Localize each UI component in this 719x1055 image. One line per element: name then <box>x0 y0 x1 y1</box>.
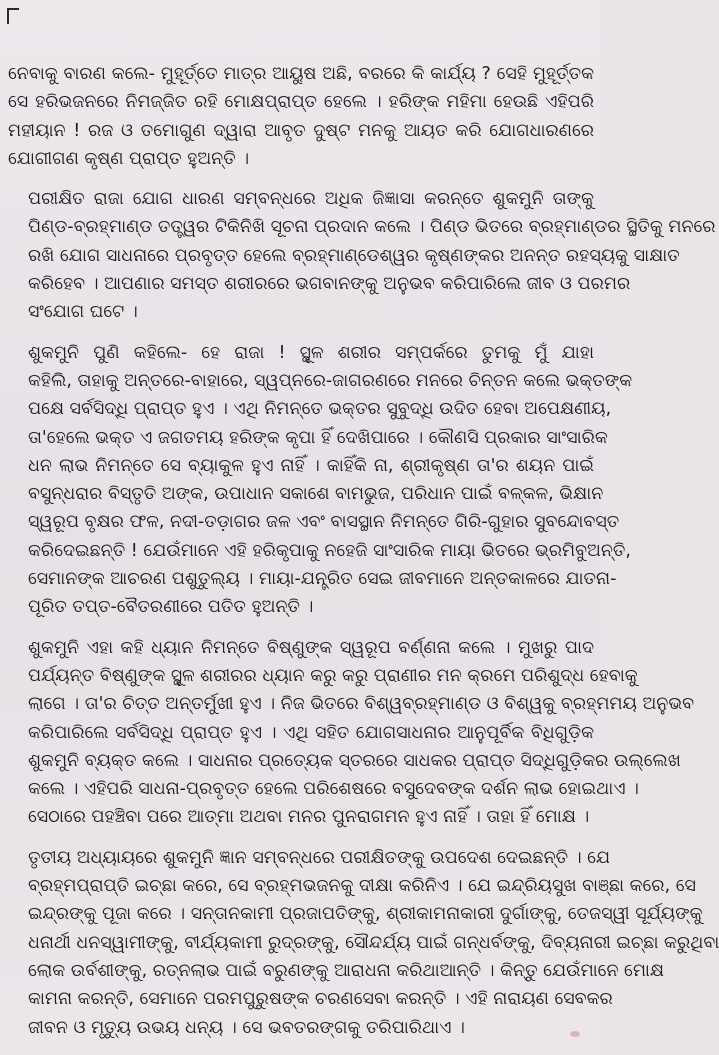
text-line: ଜୀବନ ଓ ମୃତ୍ୟୁ ଉଭୟ ଧନ୍ୟ । ସେ ଭବତରଙ୍ଗକୁ ତରିପାରିଥାଏ । <box>28 1017 465 1038</box>
text-line: ଇନ୍ଦ୍ରଙ୍କୁ ପୂଜା କରେ । ସନ୍ତାନକାମୀ ପ୍ରଜାପତିଙ୍କୁ, ଶ୍ରୀକାମନାକାରୀ ଦୁର୍ଗାଙ୍କୁ, ତେଜସ୍ୱୀ ସୂର୍ଯ୍ୟଙ୍କୁ <box>28 904 703 925</box>
paragraph <box>8 185 716 326</box>
text-line: କରିହେବ । ଆପଣାର ସମସ୍ତ ଶରୀରରେ ଭଗବାନଙ୍କୁ ଅନୁଭବ କରିପାରିଲେ ଜୀବ ଓ ପରମର <box>28 274 631 295</box>
text-line: ମହୀୟାନ ! ରଜ ଓ ତମୋଗୁଣ ଦ୍ୱାରା ଆବୃତ ଦୁଷ୍ଟ ମନକୁ ଆୟତ କରି ଯୋଗଧାରଣରେ <box>8 120 594 141</box>
text-line: ତୃତୀୟ ଅଧ୍ୟାୟରେ ଶୁକମୁନି ଜ୍ଞାନ ସମ୍ବନ୍ଧରେ ପରୀକ୍ଷିତଙ୍କୁ ଉପଦେଶ ଦେଇଛନ୍ତି । ଯେ <box>28 847 611 868</box>
corner-mark <box>7 8 19 24</box>
ink-stain <box>570 1031 580 1037</box>
text-line: ଯୋଗୀଗଣ କୃଷ୍ଣ ପ୍ରାପ୍ତ ହୁଅନ୍ତି । <box>8 148 250 169</box>
text-line: ଧନାର୍ଥୀ ଧନସ୍ୱାମୀଙ୍କୁ, ବୀର୍ଯ୍ୟକାମୀ ରୁଦ୍ରଙ୍କୁ, ସୌନ୍ଦର୍ଯ୍ୟ ପାଇଁ ଗନ୍ଧର୍ବଙ୍କୁ, ଦିବ୍ୟନାରୀ ଇଚ୍ଛା କରୁଥିବା <box>28 932 719 953</box>
text-line: ଶୁକମୁନି ଏହା କହି ଧ୍ୟାନ ନିମନ୍ତେ ବିଷ୍ଣୁଙ୍କ ସ୍ୱରୂପ ବର୍ଣ୍ଣନା କଲେ । ମୁଖରୁ ପାଦ <box>28 637 594 658</box>
paragraph <box>8 60 594 173</box>
paragraph <box>8 339 633 622</box>
text-line: ଧନ ଲାଭ ନିମନ୍ତେ ସେ ବ୍ୟାକୁଳ ହୁଏ ନାହିଁ । କାହିଁକି ନା, ଶ୍ରୀକୃଷ୍ଣ ତା'ର ଶୟନ ପାଇଁ <box>28 455 594 476</box>
text-line: ପକ୍ଷେ ସର୍ବସିଦ୍ଧି ପ୍ରାପ୍ତ ହୁଏ । ଏଥି ନିମନ୍ତେ ଭକ୍ତର ସୁବୁଦ୍ଧି ଉଦିତ ହେବା ଅପେକ୍ଷଣୀୟ, <box>28 399 612 420</box>
text-line: ପିଣ୍ଡ-ବ୍ରହ୍ମାଣ୍ଡ ତତ୍ତ୍ୱର ଟିକିନିଖି ସୂଚନା ପ୍ରଦାନ କଲେ । ପିଣ୍ଡ ଭିତରେ ବ୍ରହ୍ମାଣ୍ଡର ସ୍ଥିତିକୁ ମନରେ <box>28 217 716 238</box>
text-line: ଲୋକ ଉର୍ବଶୀଙ୍କୁ, ରତ୍ନଲାଭ ପାଇଁ ବରୁଣଙ୍କୁ ଆରାଧନା କରିଥାଆନ୍ତି । କିନ୍ତୁ ଯେଉଁମାନେ ମୋକ୍ଷ <box>28 960 665 981</box>
text-line: ଶୁକମୁନି ପୁଣି କହିଲେ- ହେ ରାଜା ! ସ୍ଥୂଳ ଶରୀର ସମ୍ପର୍କରେ ତୁମକୁ ମୁଁ ଯାହା <box>28 342 594 363</box>
text-line: କାମନା କରନ୍ତି, ସେମାନେ ପରମପୁରୁଷଙ୍କ ଚରଣସେବା କରନ୍ତି । ଏହି ନାରାୟଣ ସେବକର <box>28 989 613 1010</box>
text-line: ପରୀକ୍ଷିତ ରାଜା ଯୋଗ ଧାରଣ ସମ୍ବନ୍ଧରେ ଅଧିକ ଜିଜ୍ଞାସା କରନ୍ତେ ଶୁକମୁନି ତାଙ୍କୁ <box>28 189 594 210</box>
text-line: ନେବାକୁ ବାରଣ କଲେ- ମୁହୂର୍ତ୍ତେ ମାତ୍ର ଆୟୁଷ ଅଛି, ବରରେ କି କାର୍ଯ୍ୟ ? ସେହି ମୁହୂର୍ତ୍ତକ <box>8 64 594 84</box>
text-line: ସେ ହରିଭଜନରେ ନିମଜ୍ଜିତ ରହି ମୋକ୍ଷପ୍ରାପ୍ତ ହେଲେ । ହରିଙ୍କ ମହିମା ହେଉଛି ଏହିପରି <box>8 92 594 113</box>
paragraph <box>8 844 719 1042</box>
text-line: ସେଠାରେ ପହଞ୍ଚିବା ପରେ ଆତ୍ମା ଅଥବା ମନର ପୁନରାଗମନ ହୁଏ ନାହିଁ । ତାହା ହିଁ ମୋକ୍ଷ । <box>28 807 590 828</box>
text-line: ସେମାନଙ୍କ ଆଚରଣ ପଶୁତୁଲ୍ୟ । ମାୟା-ଯନ୍ତ୍ରିତ ସେଇ ଜୀବମାନେ ଅନ୍ତକାଳରେ ଯାତନା- <box>28 569 617 590</box>
text-line: କହିଲି, ତାହାକୁ ଅନ୍ତରେ-ବାହାରେ, ସ୍ୱପ୍ନରେ-ଜାଗରଣରେ ମନରେ ଚିନ୍ତନ କଲେ ଭକ୍ତଙ୍କ <box>28 370 633 391</box>
text-line: ଲାଗେ । ତା'ର ଚିତ୍ତ ଅନ୍ତର୍ମୁଖୀ ହୁଏ । ନିଜ ଭିତରେ ବିଶ୍ୱବ୍ରହ୍ମାଣ୍ଡ ଓ ବିଶ୍ୱକୁ ବ୍ରହ୍ମମୟ ଅନୁଭବ <box>28 694 695 715</box>
text-line: ସଂଯୋଗ ଘଟେ । <box>28 302 138 323</box>
text-line: ସ୍ୱରୂପ ବୃକ୍ଷର ଫଳ, ନଦୀ-ତଡ଼ାଗର ଜଳ ଏବଂ ବାସସ୍ଥାନ ନିମନ୍ତେ ଗିରି-ଗୁହାର ସୁବନ୍ଦୋବସ୍ତ <box>28 512 620 533</box>
text-line: ପର୍ଯ୍ୟନ୍ତ ବିଷ୍ଣୁଙ୍କ ସ୍ଥୂଳ ଶରୀରର ଧ୍ୟାନ କରୁ କରୁ ପ୍ରାଣୀର ମନ କ୍ରମେ ପରିଶୁଦ୍ଧ ହେବାକୁ <box>28 665 638 686</box>
text-line: କରିଦେଇଛନ୍ତି ! ଯେଉଁମାନେ ଏହି ହରିକୃପାକୁ ନହେଜି ସାଂସାରିକ ମାୟା ଭିତରେ ଭ୍ରମିବୁଅନ୍ତି, <box>28 540 631 561</box>
text-line: ତା'ହେଲେ ଭକ୍ତ ଏ ଜଗତମୟ ହରିଙ୍କ କୃପା ହିଁ ଦେଖିପାରେ । କୌଣସି ପ୍ରକାର ସାଂସାରିକ <box>28 427 608 448</box>
text-line: ପୂରିତ ତପ୍ତ-ବୈତରଣୀରେ ପତିତ ହୁଅନ୍ତି । <box>28 597 314 618</box>
text-line: କଲେ । ଏହିପରି ସାଧନା-ପ୍ରବୃତ୍ତ ହେଲେ ପରିଶେଷରେ ବସୁଦେବଙ୍କ ଦର୍ଶନ ଲାଭ ହୋଇଥାଏ । <box>28 779 639 800</box>
text-line: ଶୁକମୁନି ବ୍ୟକ୍ତ କଲେ । ସାଧନାର ପ୍ରତ୍ୟେକ ସ୍ତରରେ ସାଧକର ପ୍ରାପ୍ତ ସିଦ୍ଧିଗୁଡ଼ିକର ଉଲ୍ଲେଖ <box>28 750 681 771</box>
text-line: କରିପାରିଲେ ସର୍ବସିଦ୍ଧି ପ୍ରାପ୍ତ ହୁଏ । ଏଥି ସହିତ ଯୋଗସାଧନାର ଆନୁପୂର୍ବିକ ବିଧିଗୁଡ଼ିକ <box>28 722 594 743</box>
paragraph <box>8 634 695 832</box>
text-line: ରଖି ଯୋଗ ସାଧନାରେ ପ୍ରବୃତ୍ତ ହେଲେ ବ୍ରହ୍ମାଣ୍ଡେଶ୍ୱର କୃଷ୍ଣଙ୍କର ଅନନ୍ତ ରହସ୍ୟକୁ ସାକ୍ଷାତ <box>28 245 680 266</box>
text-line: ବସୁନ୍ଧରାର ବିସ୍ତୃତି ଅଙ୍କ, ଉପାଧାନ ସକାଶେ ବାମଭୁଜ, ପରିଧାନ ପାଇଁ ବଳ୍କଳ, ଭିକ୍ଷାନ <box>28 484 604 505</box>
text-line: ବ୍ରହ୍ମପ୍ରାପ୍ତି ଇଚ୍ଛା କରେ, ସେ ବ୍ରହ୍ମଭଜନକୁ ଦୀକ୍ଷା କରିନିଏ । ଯେ ଇନ୍ଦ୍ରିୟସୁଖ ବାଞ୍ଛା କରେ, ସେ <box>28 876 696 897</box>
page-body-text <box>8 60 719 1054</box>
